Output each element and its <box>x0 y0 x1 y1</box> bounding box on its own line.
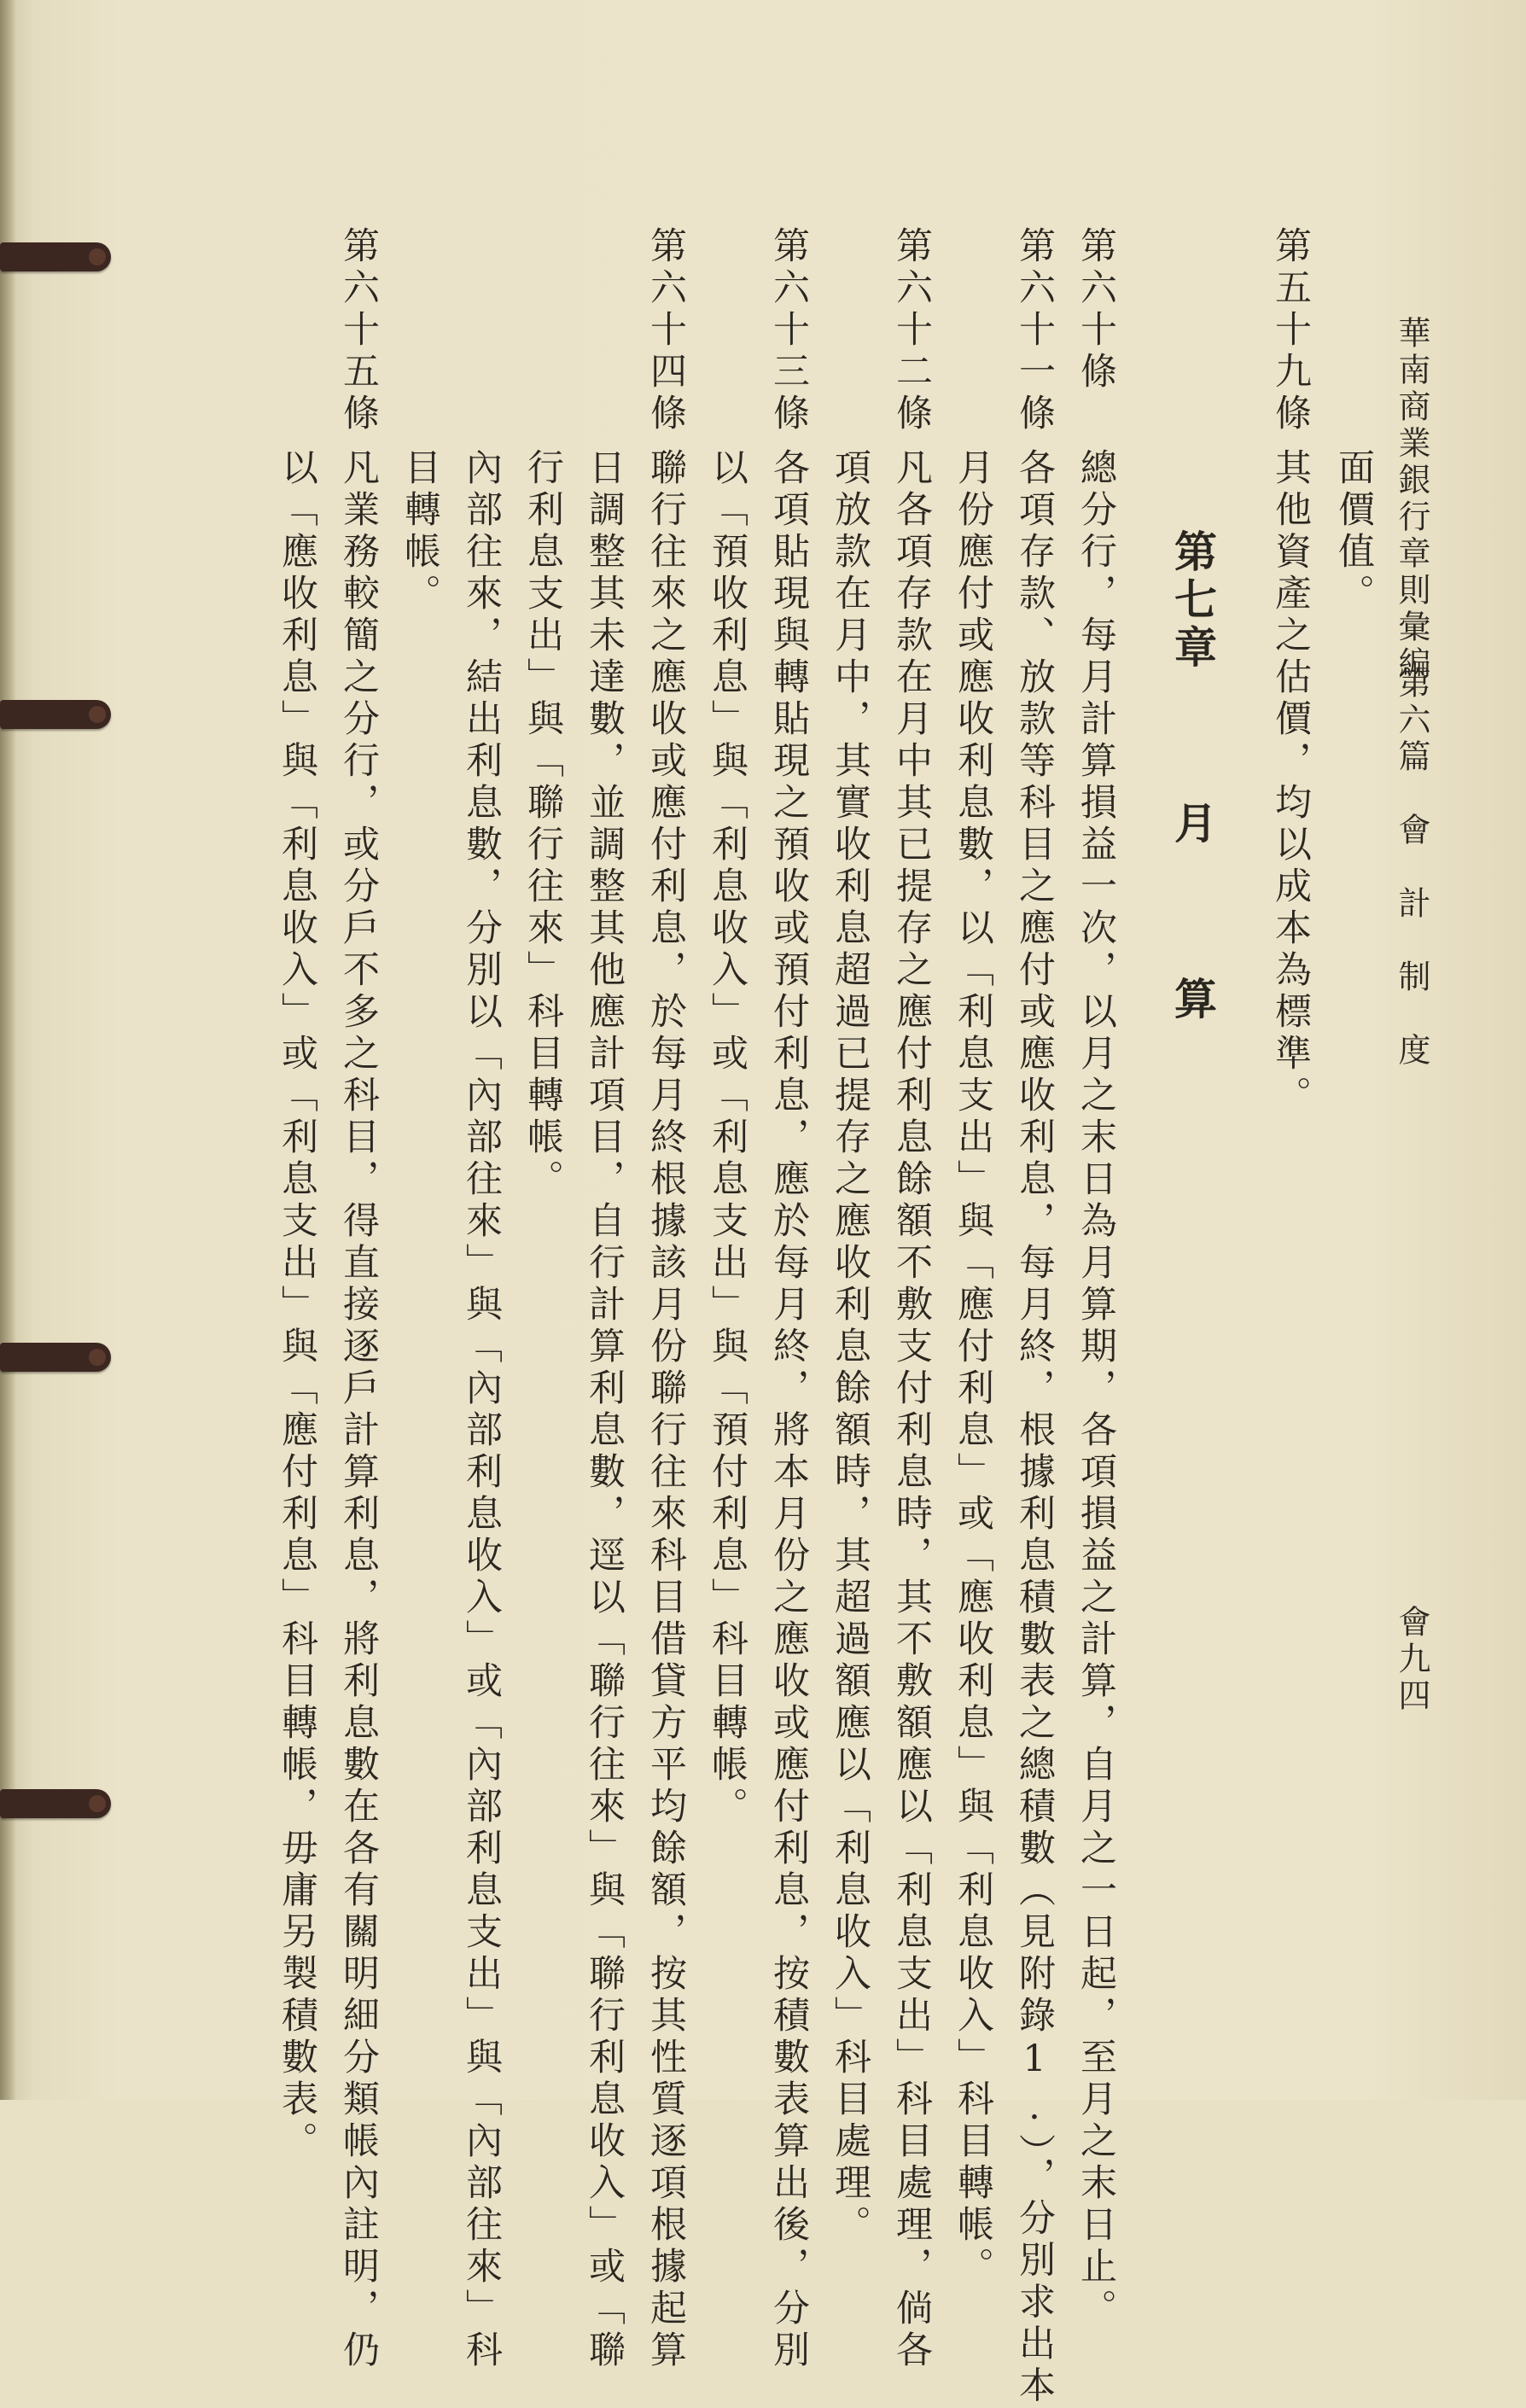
article-number: 第五十九條 <box>1269 226 1312 435</box>
chapter-title-part: 算 <box>1168 977 1218 1024</box>
article-number: 第六十三條 <box>767 226 810 435</box>
article-text: 凡各項存款在月中其已提存之應付利息餘額不敷支付利息時，其不敷額應以「利息支出」科目處理，倘各 <box>890 448 933 2372</box>
article-number: 第六十四條 <box>644 226 687 435</box>
article-number: 第六十條 <box>1075 226 1117 394</box>
article-text: 凡業務較簡之分行，或分戶不多之科目，得直接逐戶計算利息，將利息數在各有關明細分類帳內註明，仍 <box>337 448 380 2372</box>
article-text: 聯行往來之應收或應付利息，於每月終根據該月份聯行往來科目借貸方平均餘額，按其性質逐項根據起算 <box>644 448 687 2372</box>
article-text: 項放款在月中，其實收利息超過已提存之應收利息餘額時，其超過額應以「利息收入」科目處理。 <box>829 448 871 2247</box>
article-number: 第六十二條 <box>890 226 933 435</box>
article-text: 以「應收利息」與「利息收入」或「利息支出」與「應付利息」科目轉帳，毋庸另製積數表。 <box>276 448 318 2163</box>
page-number: 會九四 <box>1393 1605 1430 1715</box>
article-text: 內部往來，結出利息數，分別以「內部往來」與「內部利息收入」或「內部利息支出」與「內部往來」科 <box>460 448 503 2372</box>
continuation-text: 面價值。 <box>1332 448 1375 615</box>
article-text: 行利息支出」與「聯行往來」科目轉帳。 <box>521 448 564 1201</box>
running-header-title: 華南商業銀行章則彙編 <box>1393 316 1430 683</box>
chapter-heading <box>1168 529 1218 1024</box>
article-text: 以「預收利息」與「利息收入」或「利息支出」與「預付利息」科目轉帳。 <box>706 448 748 1828</box>
article-text: 目轉帳。 <box>399 448 441 615</box>
binding-string <box>0 700 111 729</box>
article-text: 月份應付或應收利息數，以「利息支出」與「應付利息」或「應收利息」與「利息收入」科目轉帳。 <box>952 448 994 2288</box>
running-header-section: 第六篇 會 計 制 度 <box>1393 666 1430 1070</box>
binding-string <box>0 242 111 271</box>
article-number: 第六十五條 <box>337 226 380 435</box>
article-text: 各項貼現與轉貼現之預收或預付利息，應於每月終，將本月份之應收或應付利息，按積數表算出後，分別 <box>767 448 810 2372</box>
chapter-title-part: 月 <box>1168 801 1218 848</box>
binding-string <box>0 1789 111 1818</box>
article-text: 其他資產之估價，均以成本為標準。 <box>1269 448 1312 1117</box>
article-text: 各項存款、放款等科目之應付或應收利息，每月終，根據利息積數表之總積數（見附錄1.），分別求出本 <box>1013 448 1056 2408</box>
chapter-number: 第七章 <box>1168 529 1218 673</box>
article-text: 總分行，每月計算損益一次，以月之末日為月算期，各項損益之計算，自月之一日起，至月之末日止。 <box>1075 448 1117 2330</box>
binding-string <box>0 1343 111 1372</box>
binding-edge <box>0 0 15 2100</box>
article-text: 日調整其未達數，並調整其他應計項目，自行計算利息數，逕以「聯行往來」與「聯行利息收入」或「聯 <box>583 448 626 2372</box>
article-number: 第六十一條 <box>1013 226 1056 435</box>
